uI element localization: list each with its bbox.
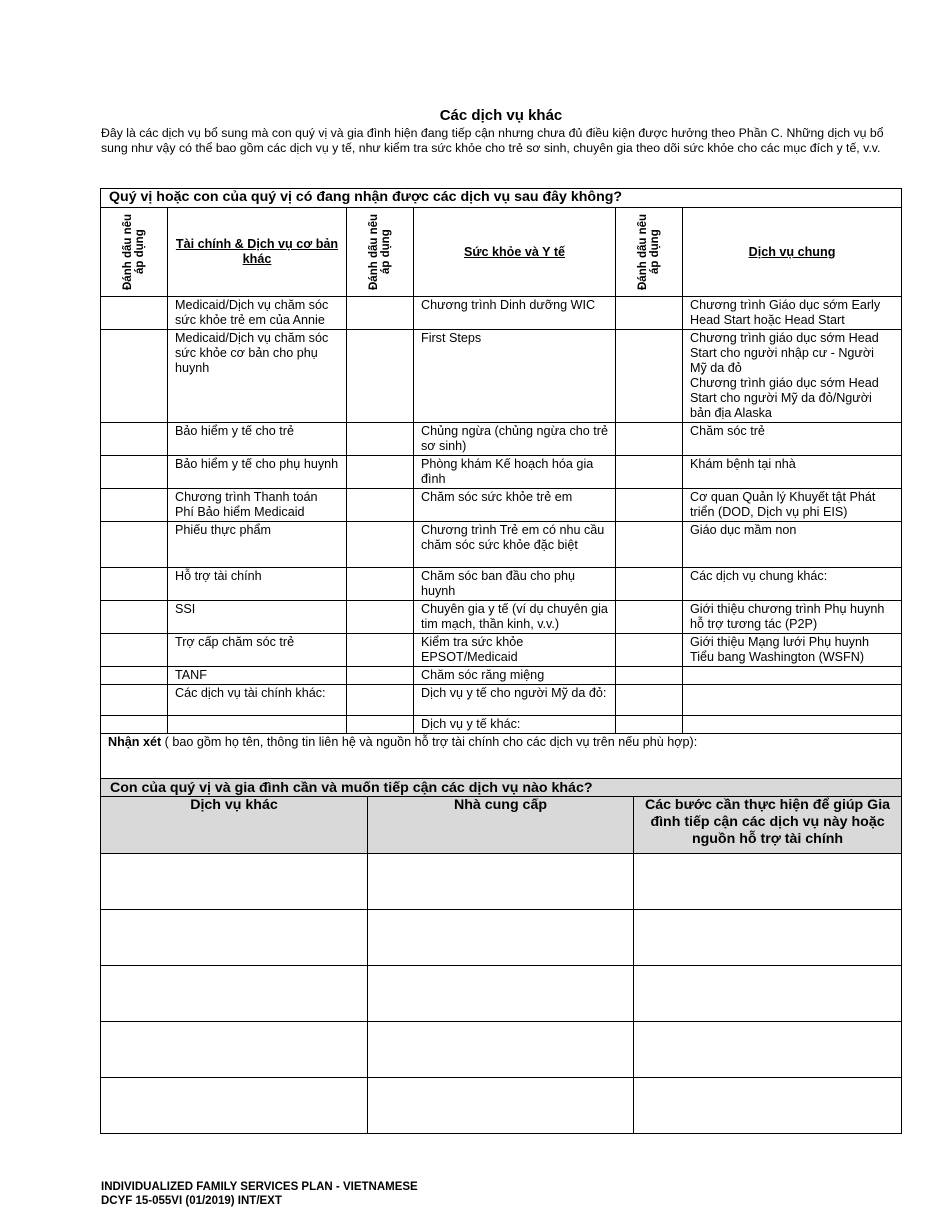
check-cell[interactable] xyxy=(616,568,683,601)
general-cell: Chương trình Giáo dục sớm Early Head Start hoặc Head Start xyxy=(683,297,902,330)
check-cell[interactable] xyxy=(347,685,414,716)
check-cell[interactable] xyxy=(347,601,414,634)
financial-cell: Chương trình Thanh toán Phí Bảo hiểm Medicaid xyxy=(168,489,347,522)
check-cell[interactable] xyxy=(347,568,414,601)
table-row xyxy=(101,716,902,734)
general-cell: Giới thiệu chương trình Phụ huynh hỗ trợ tương tác (P2P) xyxy=(683,601,902,634)
check-cell[interactable] xyxy=(616,330,683,423)
health-cell: Chuyên gia y tế (ví dụ chuyên gia tim mạch, thần kinh, v.v.) xyxy=(414,601,616,634)
steps-input[interactable] xyxy=(634,966,902,1022)
financial-cell: Hỗ trợ tài chính xyxy=(168,568,347,601)
other-service-input[interactable] xyxy=(101,1078,368,1134)
check-cell[interactable] xyxy=(616,423,683,456)
check-cell[interactable] xyxy=(616,297,683,330)
table-row xyxy=(101,910,902,966)
table-row xyxy=(101,634,902,667)
check-cell[interactable] xyxy=(347,716,414,734)
financial-cell: Các dịch vụ tài chính khác: xyxy=(168,685,347,716)
check-cell[interactable] xyxy=(616,456,683,489)
other-service-input[interactable] xyxy=(101,910,368,966)
col-header-other-service: Dịch vụ khác xyxy=(101,797,368,854)
check-cell[interactable] xyxy=(101,634,168,667)
check-cell[interactable] xyxy=(347,330,414,423)
check-cell[interactable] xyxy=(347,489,414,522)
provider-input[interactable] xyxy=(368,910,634,966)
table-row xyxy=(101,568,902,601)
check-cell[interactable] xyxy=(347,423,414,456)
general-cell: Chăm sóc trẻ xyxy=(683,423,902,456)
comments-label: Nhận xét xyxy=(108,735,162,749)
table-row xyxy=(101,601,902,634)
comments-hint: ( bao gồm họ tên, thông tin liên hệ và nguồn hỗ trợ tài chính cho các dịch vụ trên nếu phù hợp): xyxy=(161,735,698,749)
health-cell: Chăm sóc răng miệng xyxy=(414,667,616,685)
financial-cell: Trợ cấp chăm sóc trẻ xyxy=(168,634,347,667)
check-cell[interactable] xyxy=(101,423,168,456)
check-cell[interactable] xyxy=(616,634,683,667)
check-cell[interactable] xyxy=(616,667,683,685)
health-cell: Chăm sóc sức khỏe trẻ em xyxy=(414,489,616,522)
other-service-input[interactable] xyxy=(101,966,368,1022)
provider-input[interactable] xyxy=(368,966,634,1022)
steps-input[interactable] xyxy=(634,910,902,966)
table-row xyxy=(101,685,902,716)
financial-cell: Medicaid/Dịch vụ chăm sóc sức khỏe trẻ em của Annie xyxy=(168,297,347,330)
table-row xyxy=(101,456,902,489)
table-row xyxy=(101,1078,902,1134)
steps-input[interactable] xyxy=(634,854,902,910)
health-cell: Chương trình Trẻ em có nhu cầu chăm sóc sức khỏe đặc biệt xyxy=(414,522,616,568)
table-row xyxy=(101,330,902,423)
general-cell: Khám bệnh tại nhà xyxy=(683,456,902,489)
check-cell[interactable] xyxy=(616,601,683,634)
general-cell: Giáo dục mầm non xyxy=(683,522,902,568)
general-cell xyxy=(683,716,902,734)
general-cell xyxy=(683,667,902,685)
table-row xyxy=(101,1022,902,1078)
check-cell[interactable] xyxy=(616,716,683,734)
general-cell xyxy=(683,330,902,423)
check-cell[interactable] xyxy=(101,489,168,522)
health-cell: Chủng ngừa (chủng ngừa cho trẻ sơ sinh) xyxy=(414,423,616,456)
check-cell[interactable] xyxy=(101,456,168,489)
footer-form-number: DCYF 15-055VI (01/2019) INT/EXT xyxy=(101,1195,282,1207)
check-cell[interactable] xyxy=(347,456,414,489)
health-cell: Phòng khám Kế hoạch hóa gia đình xyxy=(414,456,616,489)
health-cell: Chăm sóc ban đầu cho phụ huynh xyxy=(414,568,616,601)
health-cell: Chương trình Dinh dưỡng WIC xyxy=(414,297,616,330)
health-cell: Dịch vụ y tế khác: xyxy=(414,716,616,734)
table-row xyxy=(101,854,902,910)
intro-paragraph: Đây là các dịch vụ bổ sung mà con quý vị và gia đình hiện đang tiếp cận nhưng chưa đủ điều kiện được hưởng theo Phần C. Những dịch vụ bổ sung như vậy có thể bao gồm các dịch vụ y tế, như kiểm tra sức khỏe cho trẻ sơ sinh, chuyên gia theo dõi sức khỏe cho các mục đích y tế, v.v. xyxy=(101,126,884,155)
financial-cell xyxy=(168,716,347,734)
check-cell[interactable] xyxy=(101,568,168,601)
general-cell: Cơ quan Quản lý Khuyết tật Phát triển (DOD, Dịch vụ phi EIS) xyxy=(683,489,902,522)
comments-field[interactable] xyxy=(101,734,902,782)
col-header-provider: Nhà cung cấp xyxy=(368,797,634,854)
check-cell[interactable] xyxy=(616,685,683,716)
check-cell[interactable] xyxy=(101,601,168,634)
general-cell: Giới thiệu Mạng lưới Phụ huynh Tiểu bang Washington (WSFN) xyxy=(683,634,902,667)
check-header-financial: Đánh dấu nếu áp dụng xyxy=(101,208,168,297)
page-title: Các dịch vụ khác xyxy=(439,107,563,124)
table-row xyxy=(101,489,902,522)
check-header-general: Đánh dấu nếu áp dụng xyxy=(616,208,683,297)
other-service-input[interactable] xyxy=(101,1022,368,1078)
financial-cell: Medicaid/Dịch vụ chăm sóc sức khỏe cơ bản cho phụ huynh xyxy=(168,330,347,423)
col-header-general: Dịch vụ chung xyxy=(683,208,902,297)
col-header-health: Sức khỏe và Y tế xyxy=(414,208,616,297)
table-row xyxy=(101,667,902,685)
steps-input[interactable] xyxy=(634,1022,902,1078)
general-cell: Các dịch vụ chung khác: xyxy=(683,568,902,601)
financial-cell: SSI xyxy=(168,601,347,634)
col-header-financial: Tài chính & Dịch vụ cơ bản khác xyxy=(168,208,347,297)
financial-cell: Phiếu thực phẩm xyxy=(168,522,347,568)
table-row xyxy=(101,966,902,1022)
check-cell[interactable] xyxy=(101,685,168,716)
check-cell[interactable] xyxy=(347,297,414,330)
health-cell: Dịch vụ y tế cho người Mỹ da đỏ: xyxy=(414,685,616,716)
table-row xyxy=(101,423,902,456)
table-row xyxy=(101,297,902,330)
general-line: Chương trình giáo dục sớm Head Start cho người Mỹ da đỏ/Người bản địa Alaska xyxy=(690,376,879,420)
check-cell[interactable] xyxy=(101,330,168,423)
general-cell xyxy=(683,685,902,716)
check-cell[interactable] xyxy=(347,667,414,685)
financial-cell: Bảo hiểm y tế cho trẻ xyxy=(168,423,347,456)
table-row xyxy=(101,522,902,568)
general-line: Chương trình giáo dục sớm Head Start cho người nhập cư - Người Mỹ da đỏ xyxy=(690,331,879,375)
check-cell[interactable] xyxy=(616,522,683,568)
check-cell[interactable] xyxy=(101,522,168,568)
footer xyxy=(101,1180,418,1208)
check-cell[interactable] xyxy=(101,297,168,330)
provider-input[interactable] xyxy=(368,1078,634,1134)
check-header-health: Đánh dấu nếu áp dụng xyxy=(347,208,414,297)
check-cell[interactable] xyxy=(616,489,683,522)
steps-input[interactable] xyxy=(634,1078,902,1134)
other-services-table xyxy=(100,778,902,1134)
footer-form-title: INDIVIDUALIZED FAMILY SERVICES PLAN - VIETNAMESE xyxy=(101,1181,418,1193)
provider-input[interactable] xyxy=(368,854,634,910)
financial-cell: TANF xyxy=(168,667,347,685)
health-cell: Kiểm tra sức khỏe EPSOT/Medicaid xyxy=(414,634,616,667)
provider-input[interactable] xyxy=(368,1022,634,1078)
col-header-steps: Các bước cần thực hiện để giúp Gia đình tiếp cận các dịch vụ này hoặc nguồn hỗ trợ tài chính xyxy=(634,797,902,854)
current-services-table xyxy=(100,188,902,782)
current-services-question: Quý vị hoặc con của quý vị có đang nhận được các dịch vụ sau đây không? xyxy=(101,189,902,208)
check-cell[interactable] xyxy=(347,522,414,568)
health-cell: First Steps xyxy=(414,330,616,423)
other-service-input[interactable] xyxy=(101,854,368,910)
other-services-question: Con của quý vị và gia đình cần và muốn tiếp cận các dịch vụ nào khác? xyxy=(101,779,902,797)
check-cell[interactable] xyxy=(101,667,168,685)
check-cell[interactable] xyxy=(347,634,414,667)
check-cell[interactable] xyxy=(101,716,168,734)
financial-cell: Bảo hiểm y tế cho phụ huynh xyxy=(168,456,347,489)
